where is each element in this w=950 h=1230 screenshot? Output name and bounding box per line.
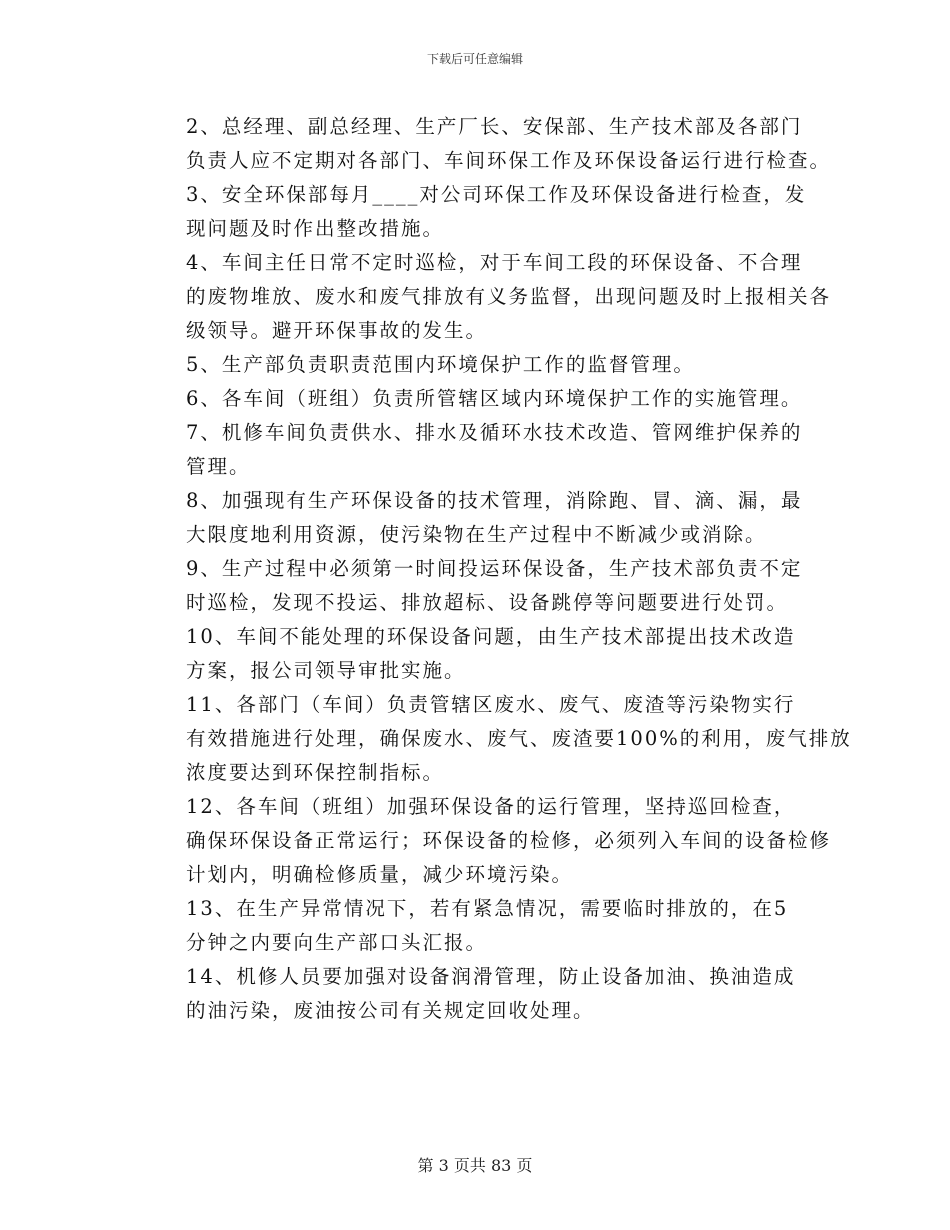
paragraph-line: 11、各部门（车间）负责管辖区废水、废气、废渣等污染物实行 xyxy=(186,693,796,716)
paragraph-line: 现问题及时作出整改措施。 xyxy=(186,217,445,240)
paragraph-line: 2、总经理、副总经理、生产厂长、安保部、生产技术部及各部门 xyxy=(186,115,803,138)
paragraph-line: 8、加强现有生产环保设备的技术管理，消除跑、冒、滴、漏，最 xyxy=(186,489,803,512)
paragraph-5 xyxy=(142,348,808,382)
paragraph-line: 时巡检，发现不投运、排放超标、设备跳停等问题要进行处罚。 xyxy=(186,591,789,614)
paragraph-14 xyxy=(142,960,808,1028)
paragraph-line: 方案，报公司领导审批实施。 xyxy=(186,659,466,682)
paragraph-line: 7、机修车间负责供水、排水及循环水技术改造、管网维护保养的 xyxy=(186,421,803,444)
paragraph-line: 级领导。避开环保事故的发生。 xyxy=(186,319,488,342)
paragraph-line: 大限度地利用资源，使污染物在生产过程中不断减少或消除。 xyxy=(186,523,767,546)
paragraph-4 xyxy=(142,246,832,348)
paragraph-8 xyxy=(142,484,808,552)
paragraph-line: 6、各车间（班组）负责所管辖区域内环境保护工作的实施管理。 xyxy=(186,387,803,410)
paragraph-line: 管理。 xyxy=(186,455,251,478)
paragraph-line: 12、各车间（班组）加强环保设备的运行管理，坚持巡回检查， xyxy=(186,795,796,818)
paragraph-line: 的油污染，废油按公司有关规定回收处理。 xyxy=(186,999,595,1022)
paragraph-9 xyxy=(142,552,808,620)
paragraph-line: 3、安全环保部每月____对公司环保工作及环保设备进行检查，发 xyxy=(186,183,807,206)
paragraph-line: 浓度要达到环保控制指标。 xyxy=(186,761,445,784)
paragraph-line: 计划内，明确检修质量，减少环境污染。 xyxy=(186,863,574,886)
page-number: 第 3 页共 83 页 xyxy=(417,1156,533,1175)
page-header: 下载后可任意编辑 xyxy=(426,52,523,66)
document-body xyxy=(142,110,852,1028)
paragraph-line: 10、车间不能处理的环保设备问题，由生产技术部提出技术改造 xyxy=(186,625,796,648)
paragraph-line: 确保环保设备正常运行；环保设备的检修，必须列入车间的设备检修 xyxy=(186,829,832,852)
paragraph-13 xyxy=(142,892,808,960)
paragraph-10 xyxy=(142,620,808,688)
paragraph-line: 4、车间主任日常不定时巡检，对于车间工段的环保设备、不合理 xyxy=(186,251,803,274)
paragraph-line: 14、机修人员要加强对设备润滑管理，防止设备加油、换油造成 xyxy=(186,965,796,988)
paragraph-line: 9、生产过程中必须第一时间投运环保设备，生产技术部负责不定 xyxy=(186,557,803,580)
paragraph-line: 分钟之内要向生产部口头汇报。 xyxy=(186,931,488,954)
paragraph-12 xyxy=(142,790,832,892)
paragraph-7 xyxy=(142,416,808,484)
paragraph-3 xyxy=(142,178,808,246)
paragraph-line: 5、生产部负责职责范围内环境保护工作的监督管理。 xyxy=(186,353,695,376)
paragraph-11 xyxy=(142,688,852,790)
paragraph-2 xyxy=(142,110,832,178)
paragraph-line: 负责人应不定期对各部门、车间环保工作及环保设备运行进行检查。 xyxy=(186,149,832,172)
paragraph-line: 13、在生产异常情况下，若有紧急情况，需要临时排放的，在5 xyxy=(186,897,789,920)
paragraph-line: 有效措施进行处理，确保废水、废气、废渣要100%的利用，废气排放 xyxy=(186,727,852,750)
paragraph-line: 的废物堆放、废水和废气排放有义务监督，出现问题及时上报相关各 xyxy=(186,285,832,308)
paragraph-6 xyxy=(142,382,808,416)
